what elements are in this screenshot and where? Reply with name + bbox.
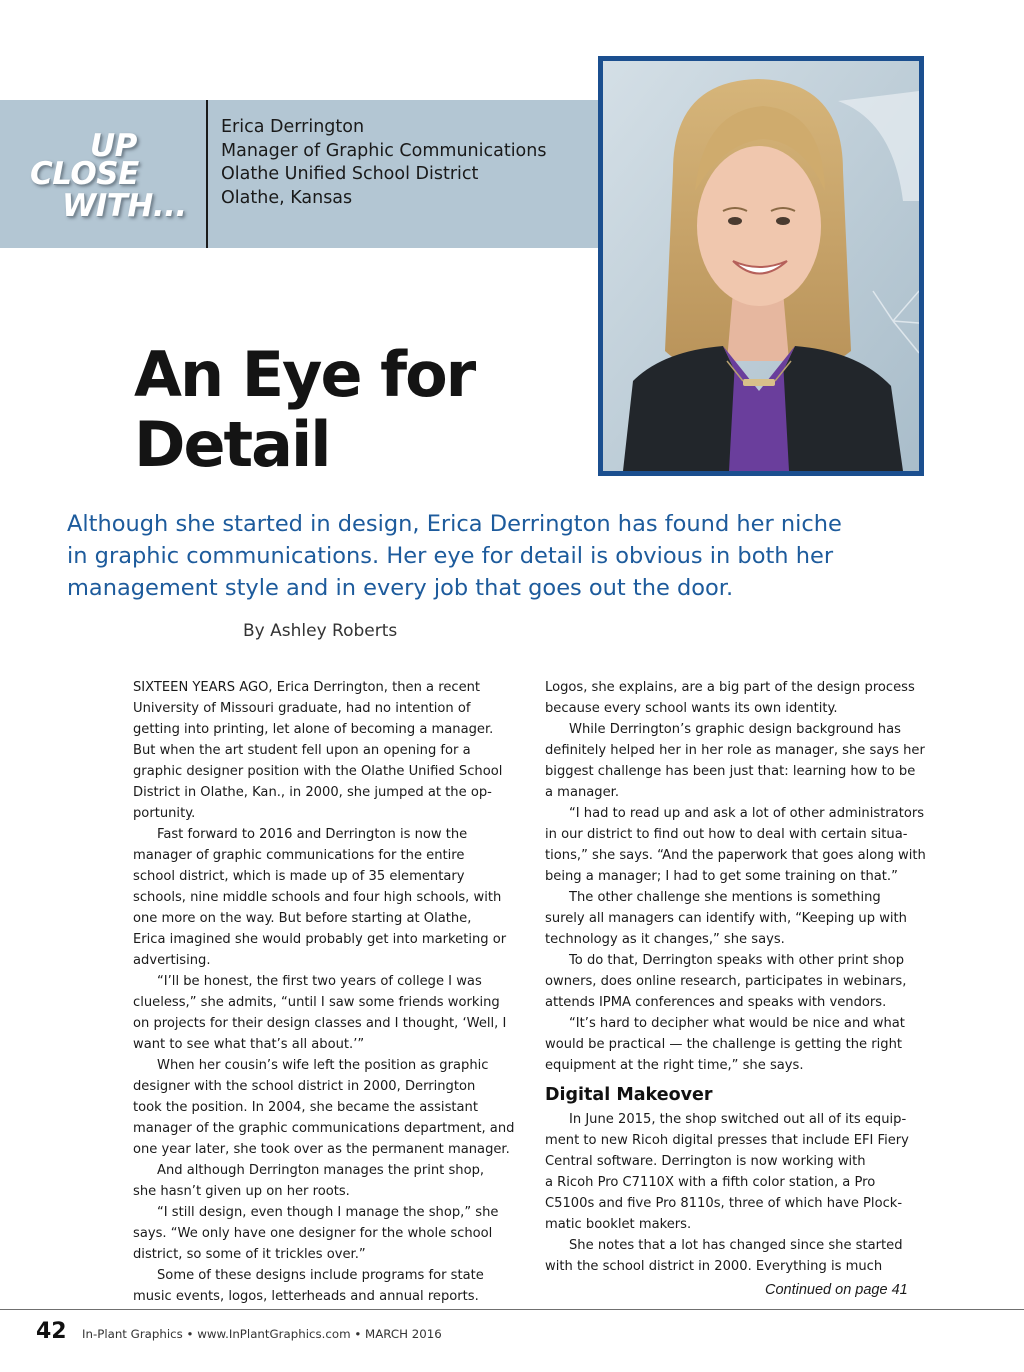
body-text-line: a Ricoh Pro C7110X with a fifth color station, a Pro [545,1175,876,1190]
footer-divider [0,1309,1024,1310]
body-text-line: with the school district in 2000. Everything is much [545,1259,883,1274]
body-text-line: attends IPMA conferences and speaks with vendors. [545,995,887,1010]
body-text-line: Fast forward to 2016 and Derrington is now the [157,827,468,842]
banner-divider [206,100,208,248]
body-text-line: she hasn’t given up on her roots. [133,1184,350,1199]
body-text-line: When her cousin’s wife left the position as graphic [157,1058,489,1073]
body-text-line: one more on the way. But before starting at Olathe, [133,911,472,926]
profile-name: Erica Derrington [221,117,365,137]
body-text-line: University of Missouri graduate, had no intention of [133,701,471,716]
portrait-illustration [603,61,919,471]
profile-location: Olathe, Kansas [221,187,353,208]
page-number: 42 [36,1319,67,1344]
body-text-line: C5100s and five Pro 8110s, three of which have Plock- [545,1196,903,1211]
profile-title: Manager of Graphic Communications [221,140,547,161]
body-text-line: “I’ll be honest, the first two years of college I was [157,974,482,989]
body-text-line: But when the art student fell upon an opening for a [133,743,471,758]
body-text-line: owners, does online research, participates in webinars, [545,974,907,989]
body-text-line: To do that, Derrington speaks with other print shop [569,953,905,968]
body-text-line: designer with the school district in 2000, Derrington [133,1079,476,1094]
body-text-line: The other challenge she mentions is something [569,890,881,905]
body-text-line: says. “We only have one designer for the whole school [133,1226,493,1241]
body-text-line: SIXTEEN YEARS AGO, Erica Derrington, then a recent [133,680,481,695]
body-text-line: Some of these designs include programs for state [157,1268,484,1283]
body-text-line: technology as it changes,” she says. [545,932,785,947]
body-text-line: definitely helped her in her role as manager, she says her [545,743,925,758]
body-column-left [133,677,525,1307]
body-column-right [545,677,929,1277]
banner-word-up: UP [90,128,137,164]
body-text-line: While Derrington’s graphic design background has [569,722,901,737]
body-text-line: clueless,” she admits, “until I saw some friends working [133,995,500,1010]
body-text-line: “It’s hard to decipher what would be nice and what [569,1016,905,1031]
body-text-line: graphic designer position with the Olathe Unified School [133,764,503,779]
body-text-line: on projects for their design classes and I thought, ‘Well, I [133,1016,507,1031]
body-text-line: And although Derrington manages the print shop, [157,1163,485,1178]
banner-word-close: CLOSE [30,156,139,192]
headline-line-1: An Eye for [134,338,475,411]
subhead-digital-makeover: Digital Makeover [545,1085,713,1105]
deck-line-1: Although she started in design, Erica Derrington has found her niche [67,511,842,537]
byline: By Ashley Roberts [243,621,398,641]
body-text-line: would be practical — the challenge is getting the right [545,1037,903,1052]
body-text-line: music events, logos, letterheads and annual reports. [133,1289,479,1304]
body-text-line: tions,” she says. “And the paperwork that goes along with [545,848,926,863]
headline-line-2: Detail [134,408,330,481]
body-text-line: manager of the graphic communications department, and [133,1121,515,1136]
profile-organization: Olathe Unified School District [221,164,479,184]
body-text-line: a manager. [545,785,619,800]
body-text-line: district, so some of it trickles over.” [133,1247,366,1262]
body-text-line: manager of graphic communications for the entire [133,848,465,863]
body-text-line: getting into printing, let alone of becoming a manager. [133,722,494,737]
body-text-line: school district, which is made up of 35 elementary [133,869,465,884]
portrait-photo [598,56,924,476]
body-column-right-bottom [545,1109,929,1277]
body-text-line: because every school wants its own identity. [545,701,838,716]
body-text-line: advertising. [133,953,211,968]
body-text-line: District in Olathe, Kan., in 2000, she jumped at the op- [133,785,492,800]
banner-word-with: WITH... [62,188,187,224]
body-text-line: biggest challenge has been just that: learning how to be [545,764,916,779]
deck [67,508,947,604]
body-text-line: being a manager; I had to get some training on that.” [545,869,898,884]
deck-line-3: management style and in every job that goes out the door. [67,575,734,601]
body-text-line: ment to new Ricoh digital presses that include EFI Fiery [545,1133,909,1148]
footer-publication-info: In-Plant Graphics • www.InPlantGraphics.com • MARCH 2016 [82,1327,442,1341]
body-text-line: took the position. In 2004, she became the assistant [133,1100,478,1115]
body-text-line: matic booklet makers. [545,1217,692,1232]
body-text-line: equipment at the right time,” she says. [545,1058,804,1073]
body-text-line: one year later, she took over as the permanent manager. [133,1142,510,1157]
body-text-line: surely all managers can identify with, “Keeping up with [545,911,907,926]
deck-line-2: in graphic communications. Her eye for detail is obvious in both her [67,543,834,569]
body-text-line: She notes that a lot has changed since she started [569,1238,903,1253]
body-text-line: in our district to find out how to deal with certain situa- [545,827,908,842]
profile-block [221,116,546,210]
headline [134,340,474,480]
body-text-line: want to see what that’s all about.’” [133,1037,365,1052]
body-text-line: “I had to read up and ask a lot of other administrators [569,806,925,821]
body-text-line: Central software. Derrington is now working with [545,1154,866,1169]
body-text-line: Erica imagined she would probably get into marketing or [133,932,507,947]
body-column-right-top [545,677,929,1076]
body-text-line: Logos, she explains, are a big part of the design process [545,680,915,695]
body-text-line: In June 2015, the shop switched out all of its equip- [569,1112,907,1127]
body-text-line: portunity. [133,806,196,821]
body-text-line: “I still design, even though I manage the shop,” she [157,1205,499,1220]
continued-link[interactable]: Continued on page 41 [765,1282,908,1298]
body-text-line: schools, nine middle schools and four high schools, with [133,890,502,905]
